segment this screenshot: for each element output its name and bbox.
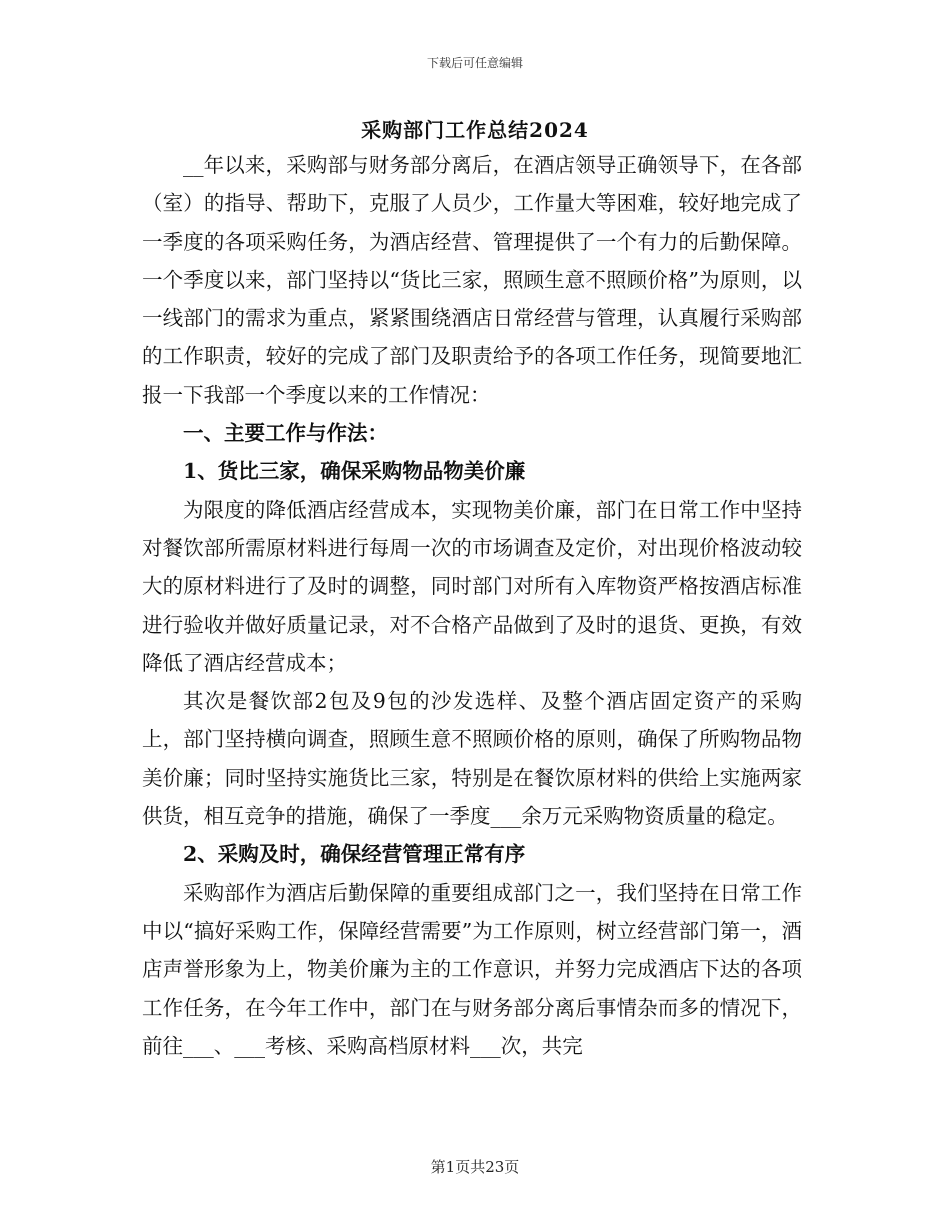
subheading-timely-purchase: 2、采购及时，确保经营管理正常有序 — [183, 842, 526, 867]
document-title: 采购部门工作总结2024 — [361, 118, 589, 142]
paragraph-logistics: 采购部作为酒店后勤保障的重要组成部门之一，我们坚持在日常工作中以“搞好采购工作，保障经营需要”为工作原则，树立经营部门第一，酒店声誉形象为上，物美价廉为主的工作意识，并努力完成酒店下达的各项工作任务，在今年工作中，部门在与财务部分离后事情杂而多的情况下，前往___、___考核、采购高档原材料___次，共完 — [142, 880, 802, 1058]
subheading-compare-prices: 1、货比三家，确保采购物品物美价廉 — [183, 459, 526, 484]
paragraph-fixed-assets: 其次是餐饮部2包及9包的沙发选样、及整个酒店固定资产的采购上，部门坚持横向调查，照顾生意不照顾价格的原则，确保了所购物品物美价廉；同时坚持实施货比三家，特别是在餐饮原材料的供给上实施两家供货，相互竞争的措施，确保了一季度___余万元采购物资质量的稳定。 — [142, 689, 802, 829]
paragraph-intro: __年以来，采购部与财务部分离后，在酒店领导正确领导下，在各部（室）的指导、帮助下，克服了人员少，工作量大等困难，较好地完成了一季度的各项采购任务，为酒店经营、管理提供了一个有力的后勤保障。一个季度以来，部门坚持以“货比三家，照顾生意不照顾价格”为原则，以一线部门的需求为重点，紧紧围绕酒店日常经营与管理，认真履行采购部的工作职责，较好的完成了部门及职责给予的各项工作任务，现简要地汇报一下我部一个季度以来的工作情况： — [142, 153, 802, 407]
page-footer: 第1页共23页 — [430, 1158, 520, 1176]
header-note: 下载后可任意编辑 — [426, 56, 523, 70]
paragraph-cost-reduction: 为限度的降低酒店经营成本，实现物美价廉，部门在日常工作中坚持对餐饮部所需原材料进行每周一次的市场调查及定价，对出现价格波动较大的原材料进行了及时的调整，同时部门对所有入库物资严格按酒店标准进行验收并做好质量记录，对不合格产品做到了及时的退货、更换，有效降低了酒店经营成本； — [142, 497, 802, 675]
document-body — [142, 146, 802, 1065]
section-heading-main-work: 一、主要工作与作法： — [183, 421, 388, 446]
